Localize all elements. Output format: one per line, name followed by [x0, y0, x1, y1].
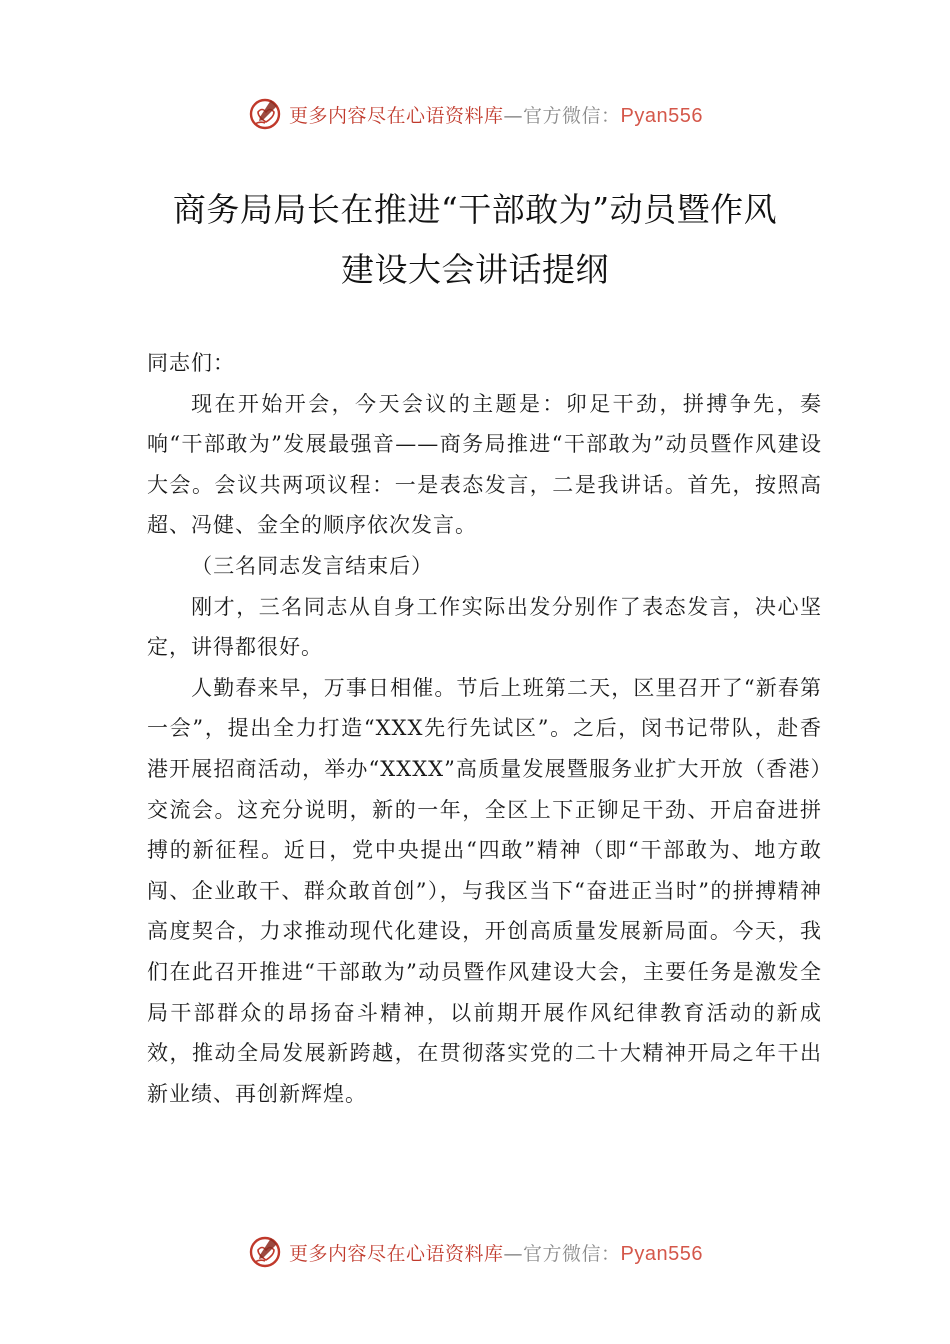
document-body	[147, 343, 822, 1114]
watermark-text	[289, 1239, 703, 1266]
promo-text: 更多内容尽在心语资料库	[289, 104, 504, 127]
paragraph-main: 人勤春来早，万事日相催。节后上班第二天，区里召开了“新春第一会”，提出全力打造“XXX先行先试区”。之后，闵书记带队，赴香港开展招商活动，举办“XXXX”高质量发展暨服务业扩大开放（香港）交流会。这充分说明，新的一年，全区上下正铆足干劲、开启奋进拼搏的新征程。近日，党中央提出“四敢”精神（即“干部敢为、地方敢闯、企业敢干、群众敢首创”），与我区当下“奋进正当时”的拼搏精神高度契合，力求推动现代化建设，开创高质量发展新局面。今天，我们在此召开推进“干部敢为”动员暨作风建设大会，主要任务是激发全局干部群众的昂扬奋斗精神，以前期开展作风纪律教育活动的新成效，推动全局发展新跨越，在贯彻落实党的二十大精神开局之年干出新业绩、再创新辉煌。	[147, 675, 822, 1106]
title-line-1: 商务局局长在推进“干部敢为”动员暨作风	[172, 190, 778, 229]
paragraph-stage-note: （三名同志发言结束后）	[191, 553, 434, 578]
dash-separator: —	[503, 1242, 524, 1265]
document-title	[100, 180, 850, 300]
salutation: 同志们：	[147, 351, 235, 375]
wechat-id: Pyan556	[620, 1242, 703, 1265]
footer-watermark-banner	[0, 1232, 950, 1272]
wechat-id: Pyan556	[620, 104, 703, 127]
title-line-2: 建设大会讲话提纲	[341, 250, 609, 289]
pen-heart-logo-icon	[247, 96, 283, 132]
pen-heart-logo-icon	[247, 1234, 283, 1270]
wechat-label: 官方微信：	[523, 104, 621, 127]
promo-text: 更多内容尽在心语资料库	[289, 1242, 504, 1265]
watermark-text	[289, 101, 703, 128]
paragraph-comment: 刚才，三名同志从自身工作实际出发分别作了表态发言，决心坚定，讲得都很好。	[147, 594, 822, 660]
paragraph-opening: 现在开始开会，今天会议的主题是：卯足干劲，拼搏争先，奏响“干部敢为”发展最强音——商务局推进“干部敢为”动员暨作风建设大会。会议共两项议程：一是表态发言，二是我讲话。首先，按照高超、冯健、金全的顺序依次发言。	[147, 391, 822, 538]
header-watermark-banner	[0, 94, 950, 134]
wechat-label: 官方微信：	[523, 1242, 621, 1265]
dash-separator: —	[503, 104, 524, 127]
